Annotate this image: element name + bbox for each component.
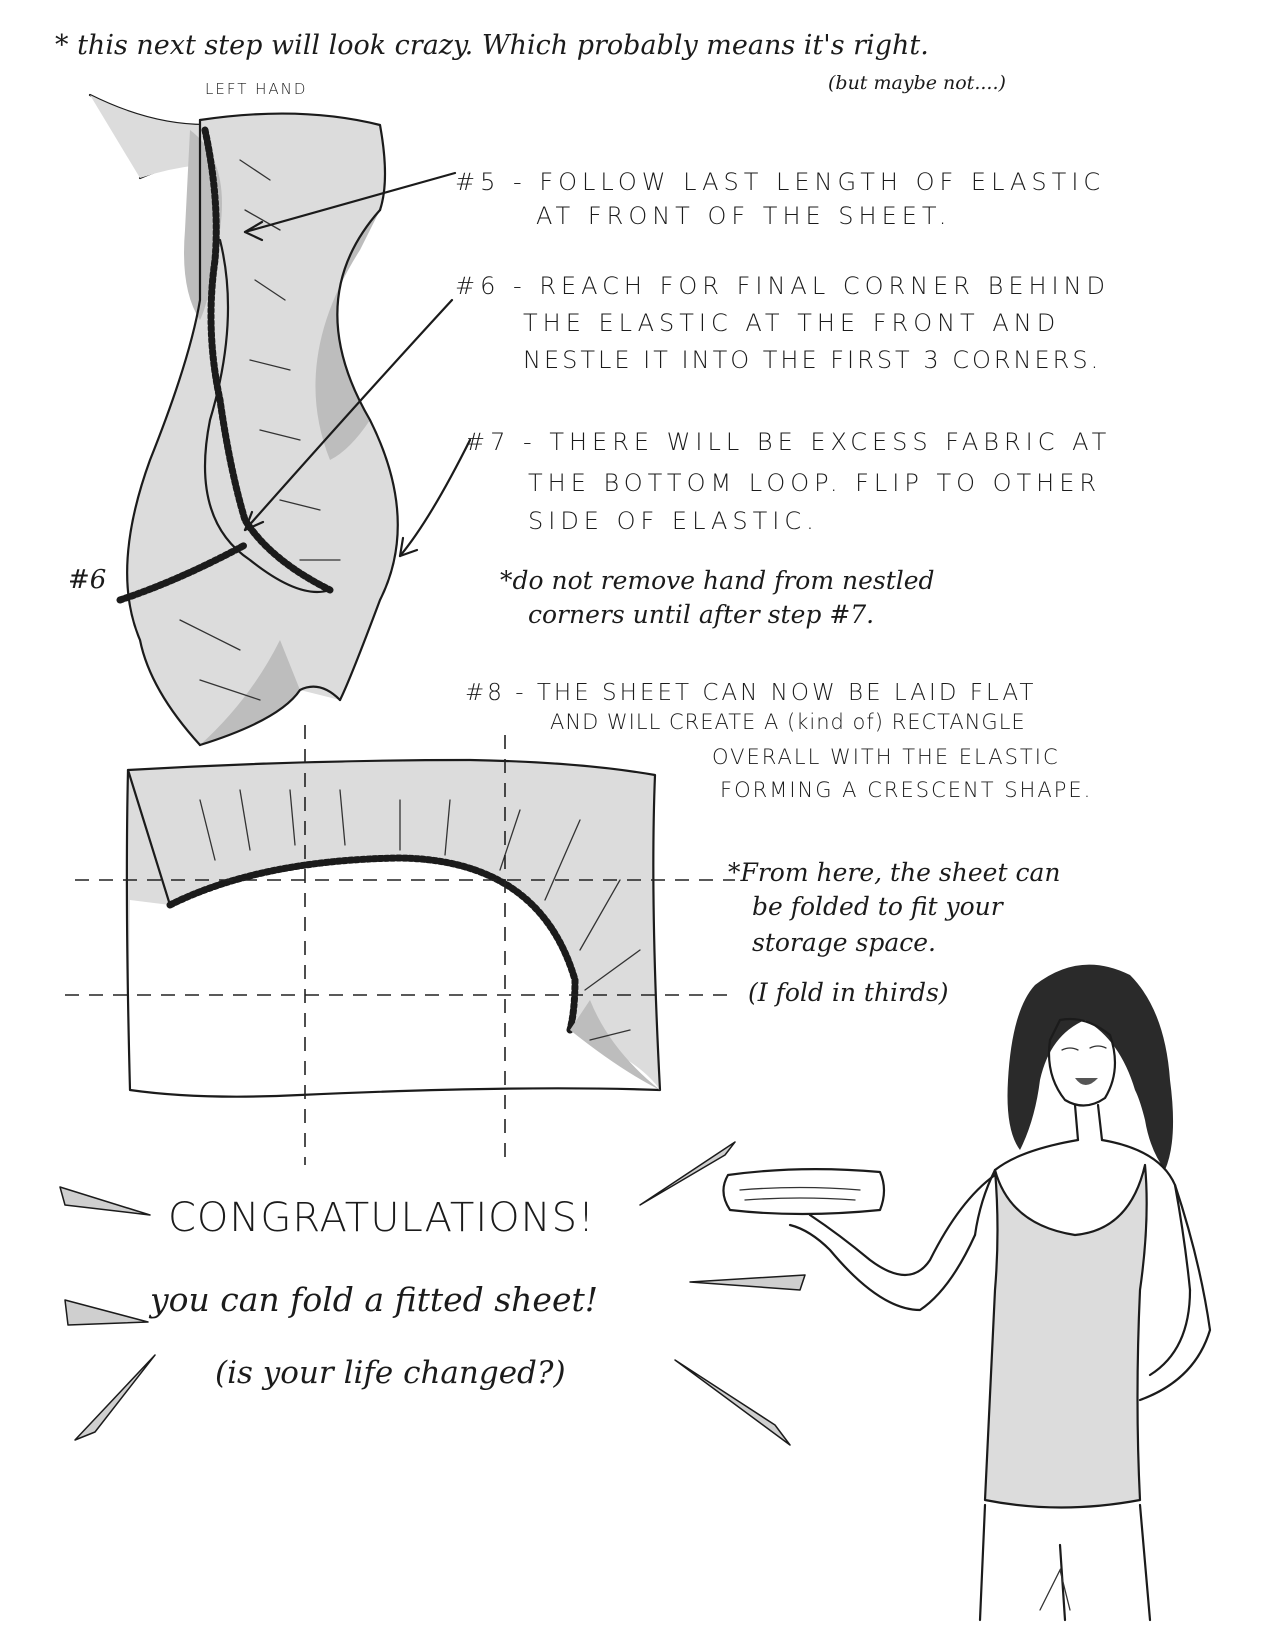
step-number: #5 [455, 168, 501, 196]
congrats-line-1: you can fold a fitted sheet! [150, 1280, 599, 1319]
step-6: #6 - REACH FOR FINAL CORNER BEHIND [455, 272, 1111, 300]
step-line: FOLLOW LAST LENGTH OF ELASTIC [539, 168, 1106, 196]
step-line: THE SHEET CAN NOW BE LAID FLAT [536, 680, 1037, 706]
pants [980, 1505, 1150, 1620]
intro-aside: (but maybe not....) [828, 72, 1006, 94]
woman-illustration [723, 965, 1210, 1620]
pant-stitch [1040, 1570, 1070, 1610]
ray-4 [690, 1275, 805, 1290]
arrow-step7 [400, 440, 470, 556]
ray-6 [675, 1360, 790, 1445]
folded-sheet [723, 1169, 884, 1214]
step-number: #7 [465, 428, 511, 456]
step6-marker: #6 [68, 565, 107, 595]
ray-5 [75, 1355, 155, 1440]
flat-sheet-illustration [65, 725, 735, 1165]
step7-note-line: corners until after step #7. [528, 600, 875, 629]
step-line: THERE WILL BE EXCESS FABRIC AT [549, 428, 1112, 456]
step-8: #8 - THE SHEET CAN NOW BE LAID FLAT [465, 680, 1037, 706]
step7-note-line: *do not remove hand from nestled [500, 566, 935, 595]
step-line: FORMING A CRESCENT SHAPE. [720, 778, 1093, 802]
ray-3 [65, 1300, 148, 1325]
congrats-title: CONGRATULATIONS! [168, 1195, 595, 1241]
step-line: NESTLE IT INTO THE FIRST 3 CORNERS. [523, 346, 1102, 374]
tank-top [985, 1165, 1147, 1508]
ray-2 [640, 1142, 735, 1205]
fold-note-line: (I fold in thirds) [748, 978, 949, 1007]
eyes [1062, 1046, 1106, 1050]
fold-note-line: storage space. [752, 928, 937, 957]
gathered-sheet-illustration [90, 95, 470, 745]
step-7: #7 - THERE WILL BE EXCESS FABRIC AT [465, 428, 1112, 456]
left-hand-label: LEFT HAND [205, 80, 308, 98]
step-line: OVERALL WITH THE ELASTIC [712, 745, 1060, 769]
fold-note-line: be folded to fit your [752, 892, 1003, 921]
congrats-line-2: (is your life changed?) [215, 1355, 566, 1391]
step-line: THE ELASTIC AT THE FRONT AND [523, 309, 1061, 337]
step-line: AND WILL CREATE A (kind of) RECTANGLE [550, 710, 1026, 734]
step-number: #8 [465, 680, 505, 706]
step-line: SIDE OF ELASTIC. [528, 507, 819, 535]
arm-fill [90, 95, 205, 178]
step-number: #6 [455, 272, 501, 300]
step-line: REACH FOR FINAL CORNER BEHIND [539, 272, 1111, 300]
ray-1 [60, 1187, 150, 1215]
arm-holding [790, 1175, 995, 1310]
folded-sheet-layers [740, 1188, 860, 1201]
fold-note-line: *From here, the sheet can [728, 858, 1061, 887]
arm-on-hip [1140, 1185, 1210, 1400]
step-5: #5 - FOLLOW LAST LENGTH OF ELASTIC [455, 168, 1106, 196]
hair [1008, 965, 1174, 1170]
intro-note: * this next step will look crazy. Which probably means it's right. [55, 30, 929, 61]
neck [1075, 1105, 1102, 1140]
step-line: AT FRONT OF THE SHEET. [536, 202, 952, 230]
smile [1075, 1078, 1098, 1085]
step-line: THE BOTTOM LOOP. FLIP TO OTHER [528, 469, 1102, 497]
